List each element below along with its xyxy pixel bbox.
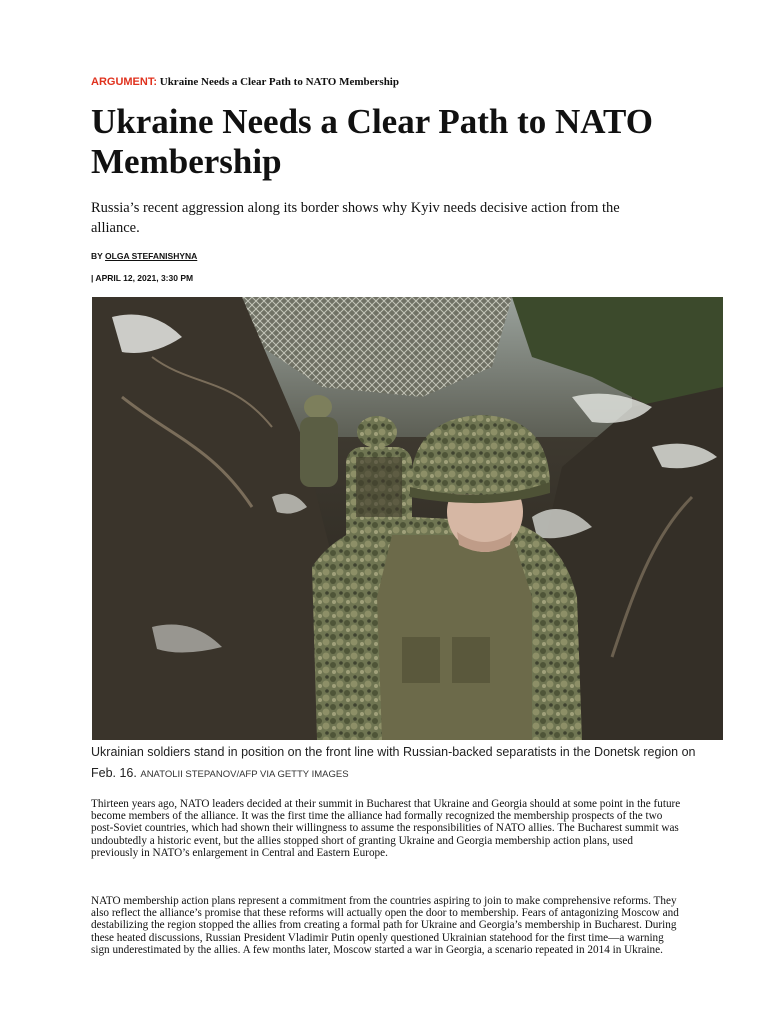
byline bbox=[91, 251, 197, 261]
byline-prefix: BY bbox=[91, 251, 103, 261]
dek: Russia’s recent aggression along its border shows why Kyiv needs decisive action from the alliance. bbox=[91, 200, 620, 236]
body-paragraph-2: NATO membership action plans represent a commitment from the countries aspiring to join to make comprehensive reforms. They also reflect the alliance’s promise that these reforms will actually open the door to membership. Fears of antagonizing Moscow and destabilizing the region stopped the allies from creating a formal path for Ukraine and Georgia’s membership in Bucharest. During these heated discussions, Russian President Vladimir Putin openly questioned Ukrainian statehood for the first time—a warning sign underestimated by the allies. A few months later, Moscow started a war in Georgia, a scenario repeated in 2014 in Ukraine. bbox=[91, 895, 679, 956]
photo-credit: ANATOLII STEPANOV/AFP VIA GETTY IMAGES bbox=[140, 769, 349, 780]
kicker bbox=[91, 76, 399, 88]
photo-caption bbox=[91, 742, 723, 785]
kicker-tag[interactable]: ARGUMENT: bbox=[91, 76, 157, 88]
body-paragraph-1: Thirteen years ago, NATO leaders decided at their summit in Bucharest that Ukraine and Georgia should at some point in the future become members of the alliance. It was the first time the alliance had formally recognized the membership prospects of the two post-Soviet countries, which had shown their willingness to assume the responsibilities of NATO allies. The Bucharest summit was undoubtedly a historic event, but the allies stopped short of granting Ukraine and Georgia membership action plans, used previously in NATO’s enlargement in Central and Eastern Europe. bbox=[91, 798, 681, 859]
article-photo bbox=[92, 297, 723, 740]
kicker-text: Ukraine Needs a Clear Path to NATO Membership bbox=[159, 76, 399, 88]
headline: Ukraine Needs a Clear Path to NATO Membership bbox=[91, 102, 653, 181]
author-link[interactable]: OLGA STEFANISHYNA bbox=[105, 251, 198, 261]
dateline: | APRIL 12, 2021, 3:30 PM bbox=[91, 273, 194, 283]
photo-illustration bbox=[92, 297, 723, 740]
caption-text: Ukrainian soldiers stand in position on the front line with Russian-backed separatists in the Donetsk region on Feb. 16. bbox=[91, 745, 696, 780]
